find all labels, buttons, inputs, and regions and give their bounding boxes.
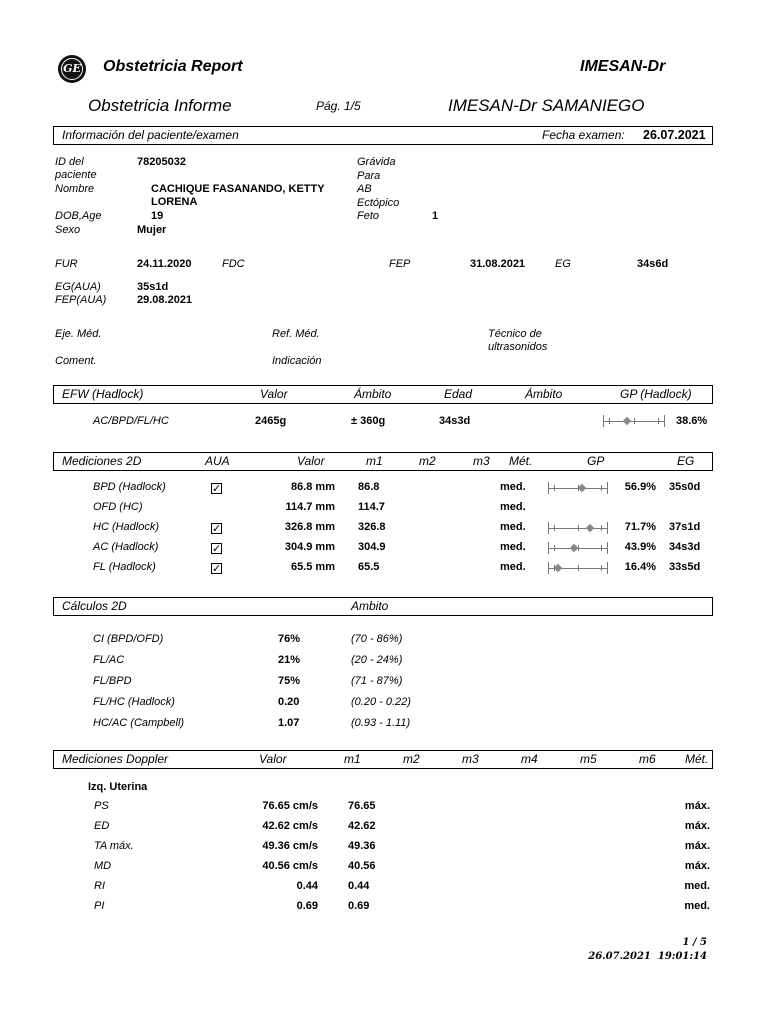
institution-top: IMESAN-Dr (580, 58, 666, 75)
patient-section-header (53, 126, 713, 145)
patient-age: 19 (151, 210, 164, 222)
doppler-method: máx. (684, 840, 710, 852)
doppler-m1: 0.44 (348, 880, 370, 892)
med2d-method: med. (500, 481, 526, 493)
doppler-header-m4: m4 (521, 752, 538, 766)
med2d-label: HC (Hadlock) (93, 521, 160, 533)
gp-tick (601, 485, 602, 491)
med2d-gp-bar (548, 542, 607, 554)
eg-label: EG (555, 258, 571, 270)
calc2d-label: FL/HC (Hadlock) (93, 696, 175, 708)
med2d-header-m3: m3 (473, 454, 490, 468)
aua-checkbox[interactable]: ✓ (212, 483, 222, 495)
med2d-method: med. (500, 521, 526, 533)
indicacion-label: Indicación (272, 355, 322, 367)
tecnico-label-2: ultrasonidos (488, 341, 548, 353)
doppler-value: 0.44 (296, 880, 318, 892)
med2d-value: 326.8 mm (284, 521, 335, 533)
doppler-label: PS (94, 800, 109, 812)
feto-value: 1 (432, 210, 439, 222)
doppler-method: máx. (684, 820, 710, 832)
calc2d-range: (71 - 87%) (351, 675, 403, 687)
med2d-header-met: Mét. (509, 454, 533, 468)
dob-label: DOB,Age (55, 210, 102, 222)
med2d-label: BPD (Hadlock) (93, 481, 166, 493)
med2d-header-aua: AUA (205, 454, 230, 468)
informe-title: Obstetricia Informe (88, 96, 232, 115)
report-title: Obstetricia Report (103, 58, 243, 75)
med2d-m1: 65.5 (358, 561, 380, 573)
doppler-header-m1: m1 (344, 752, 361, 766)
id-label-2: paciente (55, 169, 97, 181)
gp-cap-left (603, 415, 604, 427)
med2d-eg: 33s5d (669, 561, 701, 573)
ref-med-label: Ref. Méd. (272, 328, 320, 340)
fur-value: 24.11.2020 (137, 258, 192, 270)
calc2d-label: CI (BPD/OFD) (93, 633, 164, 645)
gp-tick (658, 418, 659, 424)
med2d-gp: 43.9% (624, 541, 656, 553)
efw-header-ambito2: Ámbito (525, 387, 563, 401)
fep-aua-label: FEP(AUA) (55, 294, 107, 306)
gp-cap-right (607, 562, 608, 574)
med2d-method: med. (500, 501, 526, 513)
doppler-label: ED (94, 820, 110, 832)
obstetric-labels (357, 156, 399, 224)
doppler-m1: 76.65 (348, 800, 376, 812)
doppler-label: TA máx. (94, 840, 134, 852)
gp-marker (577, 484, 585, 492)
institution-full: IMESAN-Dr SAMANIEGO (448, 96, 645, 115)
efw-row-value: 2465g (255, 415, 287, 427)
gp-cap-left (548, 562, 549, 574)
doppler-method: máx. (684, 860, 710, 872)
calc2d-value: 75% (278, 675, 301, 687)
doppler-value: 49.36 cm/s (262, 840, 318, 852)
fur-label: FUR (55, 258, 78, 270)
doppler-value: 76.65 cm/s (262, 800, 318, 812)
doppler-method: máx. (684, 800, 710, 812)
doppler-value: 0.69 (296, 900, 318, 912)
med2d-header-gp: GP (587, 454, 605, 468)
med2d-label: OFD (HC) (93, 501, 143, 513)
efw-row-gp: 38.6% (676, 415, 708, 427)
eje-med-label: Eje. Méd. (55, 328, 102, 340)
doppler-m1: 40.56 (348, 860, 376, 872)
gp-marker (586, 524, 594, 532)
calc2d-label: FL/BPD (93, 675, 132, 687)
patient-id: 78205032 (137, 156, 186, 168)
aua-checkbox[interactable]: ✓ (212, 563, 222, 575)
id-label (55, 156, 97, 182)
med2d-header-title: Mediciones 2D (62, 454, 142, 468)
med2d-gp: 71.7% (624, 521, 656, 533)
gp-cap-right (607, 522, 608, 534)
med2d-method: med. (500, 561, 526, 573)
gp-tick (578, 525, 579, 531)
calc2d-label: HC/AC (Campbell) (93, 717, 185, 729)
gp-tick (601, 525, 602, 531)
doppler-method: med. (684, 880, 710, 892)
aua-checkbox[interactable]: ✓ (212, 543, 222, 555)
efw-header-edad: Edad (444, 387, 473, 401)
med2d-header-m2: m2 (419, 454, 436, 468)
gravida-label: Grávida (357, 156, 396, 168)
gp-tick (554, 525, 555, 531)
doppler-header-m3: m3 (462, 752, 479, 766)
fep-aua-value: 29.08.2021 (137, 294, 193, 306)
ge-logo: GE (58, 55, 86, 83)
gp-cap-right (607, 542, 608, 554)
doppler-m1: 0.69 (348, 900, 370, 912)
gp-cap-right (664, 415, 665, 427)
footer-page: 1 / 5 (682, 937, 707, 948)
fdc-label: FDC (222, 258, 245, 270)
efw-row-range: ± 360g (351, 415, 386, 427)
calc2d-label: FL/AC (93, 654, 125, 666)
ectopico-label: Ectópico (357, 196, 400, 209)
gp-tick (554, 545, 555, 551)
fep-value: 31.08.2021 (470, 258, 526, 270)
calc2d-header-ambito: Ambito (351, 599, 389, 613)
doppler-value: 40.56 cm/s (262, 860, 318, 872)
tecnico-label-1: Técnico de (488, 328, 542, 340)
med2d-gp: 56.9% (624, 481, 656, 493)
ab-label: AB (357, 183, 372, 195)
gp-tick (609, 418, 610, 424)
aua-checkbox[interactable]: ✓ (212, 523, 222, 535)
calc2d-range: (70 - 86%) (351, 633, 403, 645)
doppler-method: med. (684, 900, 710, 912)
doppler-group-label: Izq. Uterina (88, 781, 148, 793)
calc2d-range: (0.20 - 0.22) (351, 696, 411, 708)
doppler-header-valor: Valor (259, 752, 287, 766)
med2d-m1: 114.7 (358, 501, 385, 513)
med2d-m1: 304.9 (358, 541, 386, 553)
gp-tick (601, 545, 602, 551)
tecnico-label (488, 328, 547, 354)
efw-header-gp: GP (Hadlock) (620, 387, 692, 401)
efw-row-label: AC/BPD/FL/HC (93, 415, 169, 427)
patient-name-line-1: CACHIQUE FASANANDO, KETTY (151, 183, 325, 195)
doppler-section-header (53, 750, 713, 769)
calc2d-value: 1.07 (278, 717, 300, 729)
gp-cap-left (548, 542, 549, 554)
eg-aua-label: EG(AUA) (55, 281, 101, 293)
doppler-label: RI (94, 880, 105, 892)
footer-timestamp: 26.07.2021 19:01:14 (588, 951, 707, 962)
gp-cap-left (548, 522, 549, 534)
doppler-m1: 42.62 (348, 820, 376, 832)
med2d-value: 114.7 mm (285, 501, 335, 513)
gp-cap-left (548, 482, 549, 494)
med2d-method: med. (500, 541, 526, 553)
med2d-value: 304.9 mm (284, 541, 335, 553)
eg-aua-value: 35s1d (137, 281, 169, 293)
patient-name-line-2: LORENA (151, 196, 198, 208)
med2d-m1: 86.8 (358, 481, 380, 493)
doppler-label: MD (94, 860, 112, 872)
gp-tick (578, 565, 579, 571)
calc2d-value: 76% (278, 633, 301, 645)
med2d-gp-bar (548, 522, 607, 534)
calc2d-header-title: Cálculos 2D (62, 599, 127, 613)
med2d-header-eg: EG (677, 454, 695, 468)
doppler-label: PI (94, 900, 105, 912)
med2d-label: AC (Hadlock) (93, 541, 159, 553)
exam-date: 26.07.2021 (643, 128, 706, 142)
patient-name (151, 183, 325, 209)
med2d-gp-bar (548, 482, 607, 494)
gp-tick (554, 485, 555, 491)
exam-date-label: Fecha examen: (542, 128, 625, 142)
page-label: Pág. 1/5 (316, 99, 361, 113)
med2d-section-header (53, 452, 713, 471)
calc2d-value: 0.20 (278, 696, 300, 708)
fep-label: FEP (389, 258, 411, 270)
med2d-value: 86.8 mm (290, 481, 335, 493)
calc2d-value: 21% (278, 654, 301, 666)
gp-tick (601, 565, 602, 571)
calc2d-range: (20 - 24%) (351, 654, 403, 666)
med2d-m1: 326.8 (358, 521, 386, 533)
efw-header-title: EFW (Hadlock) (62, 387, 144, 401)
med2d-label: FL (Hadlock) (93, 561, 156, 573)
med2d-eg: 37s1d (669, 521, 701, 533)
eg-value: 34s6d (637, 258, 669, 270)
med2d-eg: 34s3d (669, 541, 701, 553)
doppler-header-met: Mét. (685, 752, 709, 766)
med2d-eg: 35s0d (669, 481, 701, 493)
med2d-value: 65.5 mm (290, 561, 335, 573)
efw-row-age: 34s3d (439, 415, 471, 427)
doppler-header-m6: m6 (639, 752, 656, 766)
gp-tick (634, 418, 635, 424)
med2d-gp: 16.4% (624, 561, 656, 573)
coment-label: Coment. (55, 355, 97, 367)
doppler-header-title: Mediciones Doppler (62, 752, 169, 766)
med2d-gp-bar (548, 562, 607, 574)
efw-header-valor: Valor (260, 387, 288, 401)
patient-section-title: Información del paciente/examen (62, 128, 239, 142)
doppler-m1: 49.36 (348, 840, 376, 852)
doppler-header-m2: m2 (403, 752, 420, 766)
patient-sex: Mujer (137, 224, 167, 236)
id-label-1: ID del (55, 156, 84, 168)
calc2d-section-header (53, 597, 713, 616)
gp-marker (622, 417, 630, 425)
efw-section-header (53, 385, 713, 404)
doppler-header-m5: m5 (580, 752, 597, 766)
doppler-value: 42.62 cm/s (262, 820, 318, 832)
efw-gp-bar (603, 415, 664, 427)
med2d-header-m1: m1 (366, 454, 383, 468)
gp-cap-right (607, 482, 608, 494)
efw-header-ambito: Ámbito (354, 387, 392, 401)
med2d-header-valor: Valor (297, 454, 325, 468)
calc2d-range: (0.93 - 1.11) (351, 717, 411, 729)
sex-label: Sexo (55, 224, 81, 236)
feto-label: Feto (357, 210, 380, 222)
name-label: Nombre (55, 183, 95, 195)
para-label: Para (357, 169, 381, 182)
